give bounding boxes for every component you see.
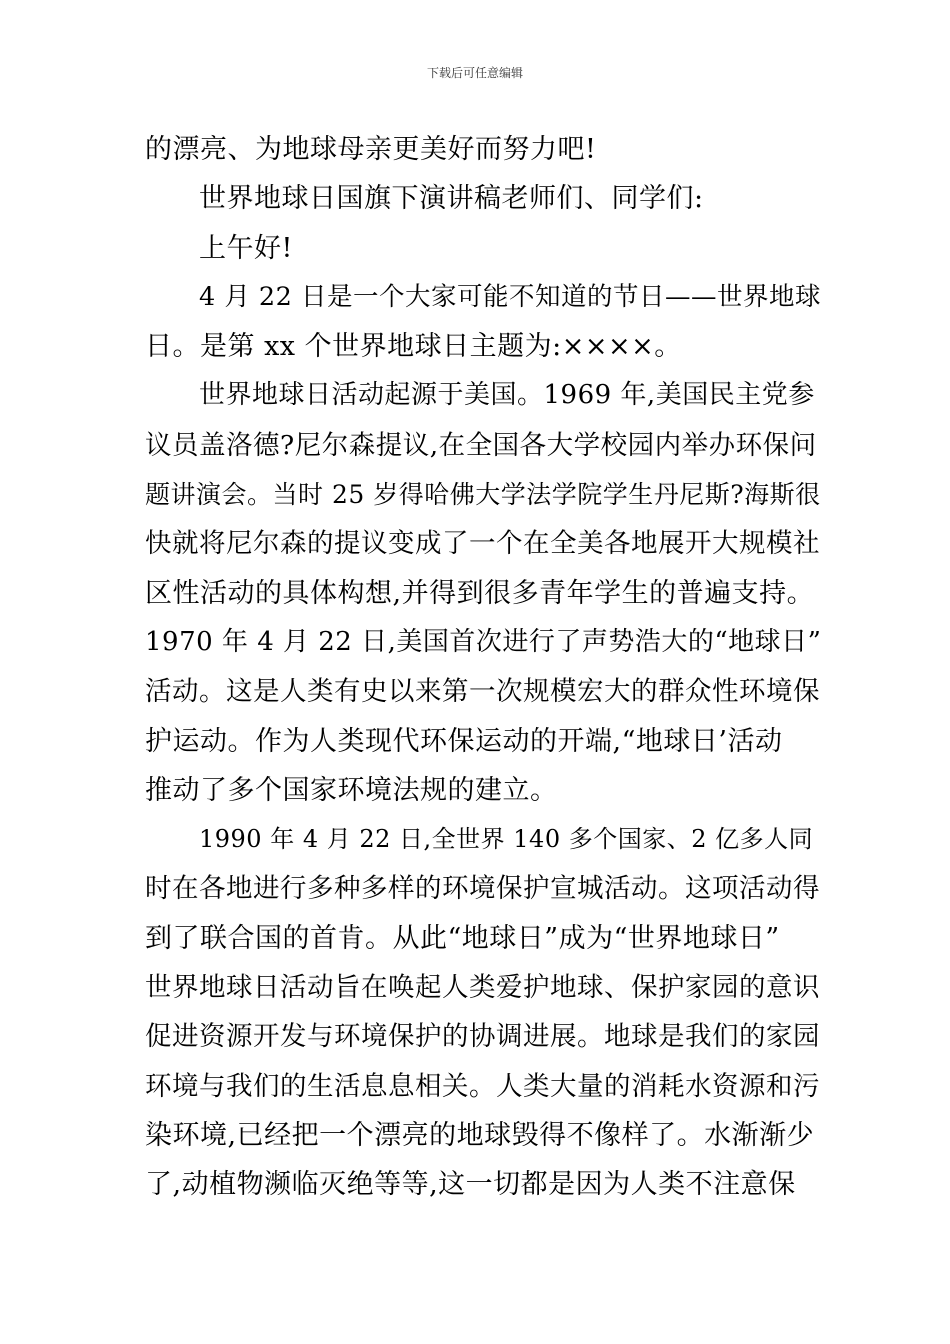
document-body	[145, 125, 825, 1210]
text-line: 4 月 22 日是一个大家可能不知道的节日——世界地球	[199, 281, 821, 312]
text-line: 了,动植物濒临灭绝等等,这一切都是因为人类不注意保	[145, 1169, 796, 1201]
text-line: 议员盖洛德?尼尔森提议,在全国各大学校园内举办环保问	[145, 429, 817, 461]
text-line: 区性活动的具体构想,并得到很多青年学生的普遍支持。	[145, 577, 815, 609]
page-header: 下载后可任意编辑	[426, 66, 523, 80]
text-line: 上午好!	[199, 232, 293, 264]
text-line: 世界地球日国旗下演讲稿老师们、同学们:	[199, 183, 704, 215]
text-line: 题讲演会。当时 25 岁得哈佛大学法学院学生丹尼斯?海斯很	[145, 480, 821, 510]
text-line: 染环境,已经把一个漂亮的地球毁得不像样了。水渐渐少	[145, 1119, 815, 1151]
text-line: 环境与我们的生活息息相关。人类大量的消耗水资源和污	[145, 1070, 820, 1102]
text-line: 推动了多个国家环境法规的建立。	[145, 774, 558, 806]
text-line: 1970 年 4 月 22 日,美国首次进行了声势浩大的“地球日”	[145, 626, 822, 657]
text-line: 时在各地进行多种多样的环境保护宣城活动。这项活动得	[145, 873, 820, 905]
text-line: 世界地球日活动旨在唤起人类爱护地球、保护家园的意识	[145, 972, 820, 1004]
text-line: 世界地球日活动起源于美国。1969 年,美国民主党参	[199, 380, 815, 411]
text-line: 到了联合国的首肯。从此“地球日”成为“世界地球日”	[145, 922, 780, 954]
text-line: 日。是第 xx 个世界地球日主题为:××××。	[145, 331, 682, 363]
text-line: 快就将尼尔森的提议变成了一个在全美各地展开大规模社	[145, 528, 820, 560]
text-line: 促进资源开发与环境保护的协调进展。地球是我们的家园	[145, 1021, 820, 1053]
text-line: 护运动。作为人类现代环保运动的开端,“地球日’活动	[145, 725, 783, 757]
text-line: 的漂亮、为地球母亲更美好而努力吧!	[145, 134, 597, 165]
text-line: 1990 年 4 月 22 日,全世界 140 多个国家、2 亿多人同	[199, 825, 814, 854]
text-line: 活动。这是人类有史以来第一次规模宏大的群众性环境保	[145, 676, 820, 708]
